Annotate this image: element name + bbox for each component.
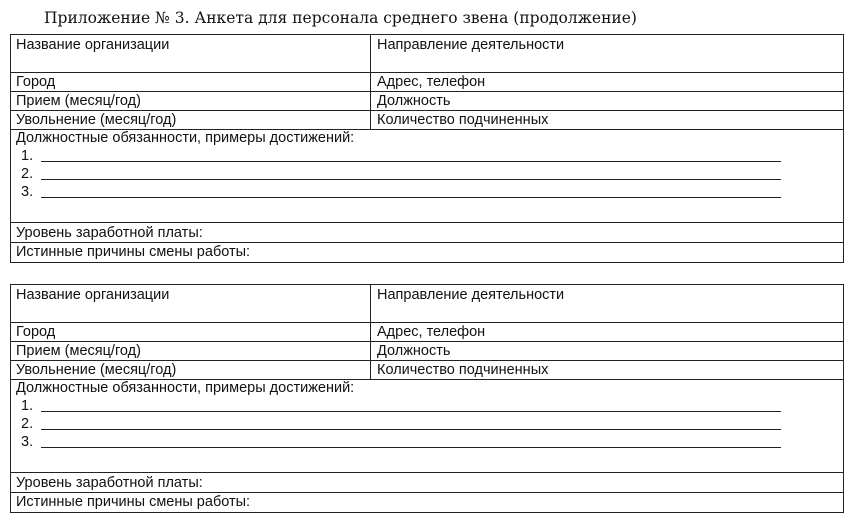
salary-field[interactable]: Уровень заработной платы: (16, 225, 203, 241)
hire-date-field[interactable]: Прием (месяц/год) (11, 92, 371, 110)
duty-line-1[interactable] (21, 147, 781, 165)
hire-row (11, 342, 843, 361)
org-row (11, 285, 843, 323)
duty-number: 1. (21, 398, 34, 414)
dismissal-row (11, 111, 843, 130)
dismissal-date-field[interactable]: Увольнение (месяц/год) (11, 111, 371, 129)
duties-label: Должностные обязанности, примеры достижений: (16, 380, 355, 396)
activity-field[interactable]: Направление деятельности (377, 37, 565, 53)
activity-field[interactable]: Направление деятельности (377, 287, 565, 303)
job-change-reason-field[interactable]: Истинные причины смены работы: (16, 494, 251, 510)
duties-row (11, 130, 843, 223)
hire-date-field[interactable]: Прием (месяц/год) (11, 342, 371, 360)
salary-row (11, 223, 843, 243)
dismissal-row (11, 361, 843, 380)
job-change-reason-field[interactable]: Истинные причины смены работы: (16, 244, 251, 260)
duty-blank-line[interactable] (41, 161, 781, 162)
dismissal-date-field[interactable]: Увольнение (месяц/год) (11, 361, 371, 379)
city-row (11, 323, 843, 342)
reason-row (11, 493, 843, 512)
reason-row (11, 243, 843, 262)
city-row (11, 73, 843, 92)
duty-blank-line[interactable] (41, 429, 781, 430)
duty-line-2[interactable] (21, 415, 781, 433)
org-name-field[interactable]: Название организации (11, 285, 371, 322)
position-field[interactable]: Должность (377, 93, 451, 109)
salary-field[interactable]: Уровень заработной платы: (16, 475, 203, 491)
address-field[interactable]: Адрес, телефон (377, 324, 486, 340)
city-field[interactable]: Город (11, 323, 371, 341)
duty-line-1[interactable] (21, 397, 781, 415)
duty-line-3[interactable] (21, 183, 781, 201)
duty-number: 1. (21, 148, 34, 164)
org-row (11, 35, 843, 73)
work-history-form-2 (10, 284, 844, 513)
duties-label: Должностные обязанности, примеры достижений: (16, 130, 355, 146)
duty-blank-line[interactable] (41, 411, 781, 412)
duty-number: 2. (21, 166, 34, 182)
duty-number: 3. (21, 184, 34, 200)
hire-row (11, 92, 843, 111)
subordinates-field[interactable]: Количество подчиненных (377, 362, 549, 378)
duties-row (11, 380, 843, 473)
duty-blank-line[interactable] (41, 179, 781, 180)
position-field[interactable]: Должность (377, 343, 451, 359)
subordinates-field[interactable]: Количество подчиненных (377, 112, 549, 128)
duty-line-3[interactable] (21, 433, 781, 451)
duty-line-2[interactable] (21, 165, 781, 183)
work-history-form-1 (10, 34, 844, 263)
org-name-field[interactable]: Название организации (11, 35, 371, 72)
duty-number: 3. (21, 434, 34, 450)
duty-blank-line[interactable] (41, 447, 781, 448)
page-title: Приложение № 3. Анкета для персонала среднего звена (продолжение) (44, 9, 637, 27)
salary-row (11, 473, 843, 493)
duty-blank-line[interactable] (41, 197, 781, 198)
city-field[interactable]: Город (11, 73, 371, 91)
duty-number: 2. (21, 416, 34, 432)
address-field[interactable]: Адрес, телефон (377, 74, 486, 90)
